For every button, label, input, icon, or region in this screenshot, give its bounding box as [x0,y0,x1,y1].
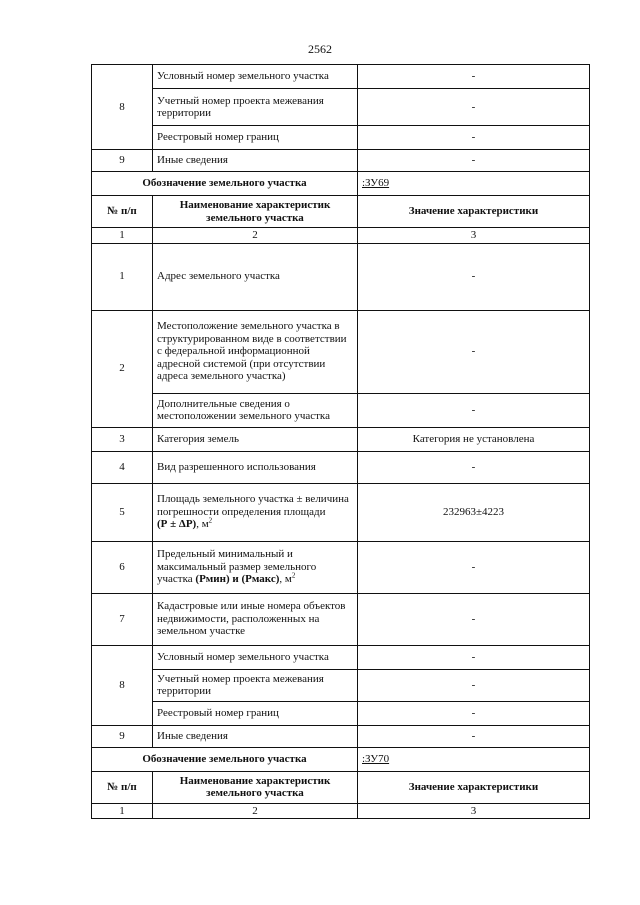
characteristic-value: - [358,126,590,150]
table-row [92,89,590,126]
characteristic-value: - [358,541,590,593]
characteristic-value: - [358,593,590,645]
area-unit-exponent: 2 [208,516,213,525]
zone-header-row [92,747,590,771]
characteristic-name: Условный номер земельного участка [153,65,358,89]
minmax-text: Предельный минимальный и максимальный размер земельного участка [157,548,317,586]
column-header-num: № п/п [92,196,153,228]
characteristic-value: - [358,150,590,172]
column-index: 3 [358,803,590,819]
table-row [92,541,590,593]
land-plot-table [91,64,590,819]
row-number: 9 [92,725,153,747]
row-number: 7 [92,593,153,645]
row-number: 4 [92,451,153,483]
column-index: 1 [92,228,153,244]
row-number: 3 [92,427,153,451]
row-number: 9 [92,150,153,172]
column-index-row [92,803,590,819]
characteristic-name: Категория земель [153,427,358,451]
characteristic-name: Вид разрешенного использования [153,451,358,483]
area-unit: , м [196,518,209,531]
table-row [92,593,590,645]
zone-designation-label: Обозначение земельного участка [92,747,358,771]
page-number: 2562 [308,42,332,56]
zone-designation-label: Обозначение земельного участка [92,172,358,196]
table-row [92,126,590,150]
table-row [92,483,590,541]
characteristic-name: Адрес земельного участка [153,243,358,310]
row-number: 5 [92,483,153,541]
row-number: 2 [92,310,153,427]
table-row [92,427,590,451]
column-index-row [92,228,590,244]
characteristic-name: Иные сведения [153,725,358,747]
column-index: 3 [358,228,590,244]
characteristic-name: Реестровый номер границ [153,701,358,725]
row-number: 8 [92,65,153,150]
column-header-row [92,771,590,803]
table-row [92,150,590,172]
characteristic-name: Учетный номер проекта межевания территории [153,89,358,126]
minmax-formula: (Рмин) и (Рмакс) [195,573,280,586]
column-header-row [92,196,590,228]
table-row [92,701,590,725]
area-formula: (Р ± ΔР) [157,518,197,531]
characteristic-value: - [358,65,590,89]
minmax-unit: , м [279,573,292,586]
column-index: 2 [153,803,358,819]
table-row [92,451,590,483]
characteristic-value: - [358,725,590,747]
characteristic-value: - [358,645,590,669]
zone-header-row [92,172,590,196]
column-header-value: Значение характеристики [358,196,590,228]
characteristic-name: Местоположение земельного участка в структурированном виде в соответствии с федеральной информационной адресной системой (при отсутствии адреса земельного участка) [153,310,358,393]
characteristic-name: Учетный номер проекта межевания территории [153,669,358,701]
characteristic-name: Реестровый номер границ [153,126,358,150]
column-header-name: Наименование характеристик земельного участка [153,771,358,803]
characteristic-value: - [358,310,590,393]
column-header-name: Наименование характеристик земельного участка [153,196,358,228]
characteristic-name: Кадастровые или иные номера объектов недвижимости, расположенных на земельном участке [153,593,358,645]
area-text: Площадь земельного участка ± величина погрешности определения площади [157,493,349,518]
table-row [92,669,590,701]
table-row [92,393,590,427]
characteristic-value: - [358,243,590,310]
table-row [92,725,590,747]
column-header-num: № п/п [92,771,153,803]
table-row [92,645,590,669]
minmax-unit-exponent: 2 [291,571,296,580]
characteristic-name: Иные сведения [153,150,358,172]
table-row [92,243,590,310]
characteristic-value: - [358,393,590,427]
row-number: 6 [92,541,153,593]
row-number: 8 [92,645,153,725]
characteristic-value: - [358,451,590,483]
table-row [92,310,590,393]
characteristic-name [153,541,358,593]
characteristic-value: 232963±4223 [358,483,590,541]
characteristic-value: - [358,669,590,701]
table-row [92,65,590,89]
characteristic-value: - [358,89,590,126]
zone-code: :ЗУ70 [358,747,590,771]
characteristic-value: - [358,701,590,725]
characteristic-value: Категория не установлена [358,427,590,451]
characteristic-name: Дополнительные сведения о местоположении земельного участка [153,393,358,427]
characteristic-name: Условный номер земельного участка [153,645,358,669]
characteristic-name [153,483,358,541]
column-header-value: Значение характеристики [358,771,590,803]
zone-code: :ЗУ69 [358,172,590,196]
row-number: 1 [92,243,153,310]
column-index: 1 [92,803,153,819]
column-index: 2 [153,228,358,244]
